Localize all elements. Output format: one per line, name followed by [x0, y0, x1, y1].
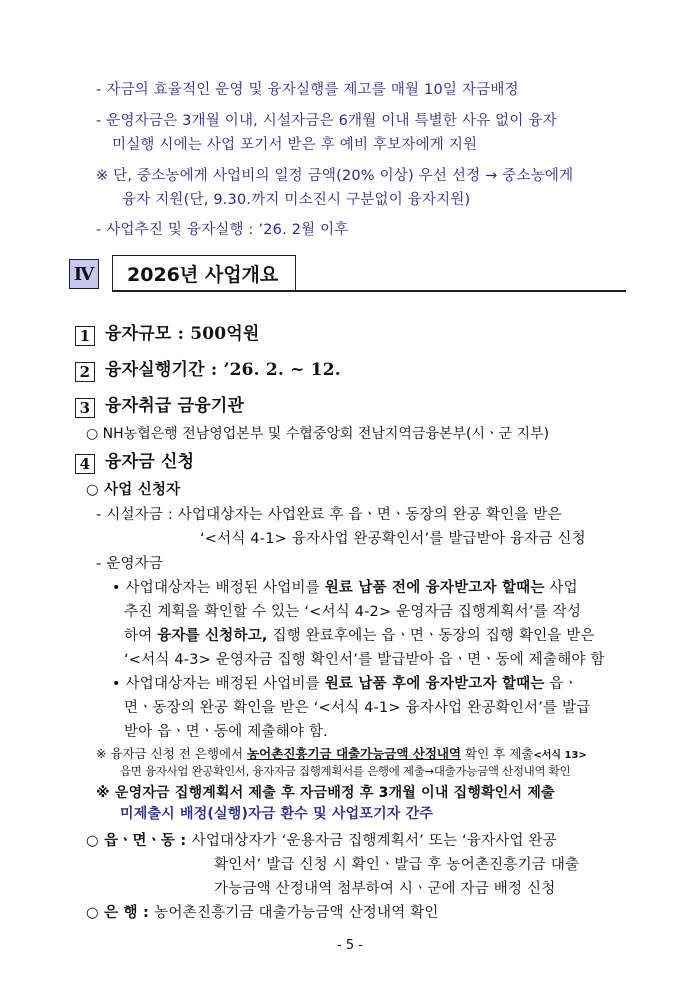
- section-2-number: 2: [75, 362, 95, 382]
- bank-text: 농어촌진흥기금 대출가능금액 산정내역 확인: [154, 905, 439, 921]
- bullet-1-l3-bold: 융자를 신청하고,: [157, 628, 268, 644]
- section-2-text: 융자실행기간 : ’26. 2. ~ 12.: [105, 360, 341, 380]
- bank-label: ○ 은 행 :: [86, 905, 155, 921]
- bullet-2-line-2: 면ㆍ동장의 완공 확인을 받은 ‘<서식 4-1> 융자사업 완공확인서’를 발급: [124, 700, 591, 716]
- section-3-number: 3: [75, 398, 95, 418]
- bullet-1-text-a: • 사업대상자는 배정된 사업비를: [112, 580, 325, 596]
- applicant-heading: ○ 사업 신청자: [86, 482, 181, 498]
- bullet-2-text-c: 읍ㆍ: [544, 676, 578, 692]
- bullet-2-line-1: [112, 672, 578, 693]
- note-1-line-2: 읍면 융자사업 완공확인서, 융자자금 집행계획서를 은행에 제출→대출가능금액 산정내역 확인: [120, 764, 571, 778]
- top-line-3: 미실행 시에는 사업 포기서 받은 후 예비 후보자에게 지원: [112, 137, 478, 153]
- note-1-text-c: 확인 후 제출: [461, 746, 534, 761]
- section-2: [75, 355, 341, 382]
- bullet-1-line-3: [124, 624, 595, 645]
- bullet-1-text-bold: 원료 납품 전에 융자받고자 할때는: [324, 580, 545, 596]
- top-note-line-1: ※ 단, 중소농에게 사업비의 일정 금액(20% 이상) 우선 선정 → 중소농에게: [96, 168, 574, 184]
- section-4-text: 융자금 신청: [105, 452, 195, 472]
- note-1-text-underlined: 농어촌진흥기금 대출가능금액 산정내역: [247, 746, 462, 761]
- bullet-1-l3-c: 집행 완료후에는 읍ㆍ면ㆍ동장의 집행 확인을 받은: [267, 628, 595, 644]
- note-2-line-1: ※ 운영자금 집행계획서 제출 후 자금배정 후 3개월 이내 집행확인서 제출: [96, 785, 555, 801]
- section-header-number: Ⅳ: [69, 259, 99, 289]
- town-text-1: 사업대상자가 ‘운용자금 집행계획서’ 또는 ‘융자사업 완공: [191, 833, 557, 849]
- section-3-text: 융자취급 금융기관: [105, 396, 245, 416]
- bank-line: [86, 901, 439, 922]
- section-1-text: 융자규모 : 500억원: [105, 324, 260, 344]
- top-line-2: - 운영자금은 3개월 이내, 시설자금은 6개월 이내 특별한 사유 없이 융자: [96, 113, 557, 129]
- section-header-title: 2026년 사업개요: [112, 255, 296, 291]
- note-1-form-ref: <서식 13>: [533, 750, 587, 761]
- facility-line-1: - 시설자금 : 사업대상자는 사업완료 후 읍ㆍ면ㆍ동장의 완공 확인을 받은: [96, 507, 562, 523]
- bullet-1-line-2: 추진 계획을 확인할 수 있는 ‘<서식 4-2> 운영자금 집행계획서’를 작성: [124, 604, 582, 620]
- bullet-1-line-4: ‘<서식 4-3> 운영자금 집행 확인서’를 발급받아 읍ㆍ면ㆍ동에 제출해야 함: [124, 652, 605, 668]
- bullet-1-line-1: [112, 576, 578, 597]
- bullet-2-text-a: • 사업대상자는 배정된 사업비를: [112, 676, 325, 692]
- top-note-line-2: 융자 지원(단, 9.30.까지 미소진시 구분없이 융자지원): [122, 192, 471, 208]
- town-label: ○ 읍ㆍ면ㆍ동 :: [86, 833, 192, 849]
- top-line-1: - 자금의 효율적인 운영 및 융자실행를 제고를 매월 10일 자금배정: [96, 82, 519, 98]
- page-number: - 5 -: [337, 938, 363, 953]
- town-line-3: 가능금액 산정내역 첨부하여 시ㆍ군에 자금 배정 신청: [214, 881, 556, 897]
- town-line-1: [86, 829, 557, 850]
- bullet-1-text-c: 사업: [544, 580, 578, 596]
- section-1-number: 1: [75, 326, 95, 346]
- note-1-line-1: [96, 744, 587, 762]
- bullet-2-line-3: 받아 읍ㆍ면ㆍ동에 제출해야 함.: [124, 724, 328, 740]
- top-line-6: - 사업추진 및 융자실행 : ’26. 2월 이후: [96, 222, 349, 238]
- section-4-number: 4: [75, 454, 95, 474]
- note-1-text-a: ※ 융자금 신청 전 은행에서: [96, 746, 248, 761]
- section-3: [75, 391, 244, 418]
- town-line-2: 확인서’ 발급 신청 시 확인ㆍ발급 후 농어촌진흥기금 대출: [214, 857, 580, 873]
- section-header-rule: [112, 290, 626, 292]
- bullet-1-l3-a: 하여: [124, 628, 158, 644]
- facility-line-2: ‘<서식 4-1> 융자사업 완공확인서’를 발급받아 융자금 신청: [200, 531, 586, 547]
- section-1: [75, 319, 260, 346]
- section-3-item: ○ NH농협은행 전남영업본부 및 수협중앙회 전남지역금융본부(시ㆍ군 지부): [86, 426, 550, 442]
- bullet-2-text-bold: 원료 납품 후에 융자받고자 할때는: [324, 676, 545, 692]
- operating-heading: - 운영자금: [96, 556, 164, 572]
- note-2-line-2: 미제출시 배정(실행)자금 환수 및 사업포기자 간주: [120, 806, 434, 822]
- section-4: [75, 447, 194, 474]
